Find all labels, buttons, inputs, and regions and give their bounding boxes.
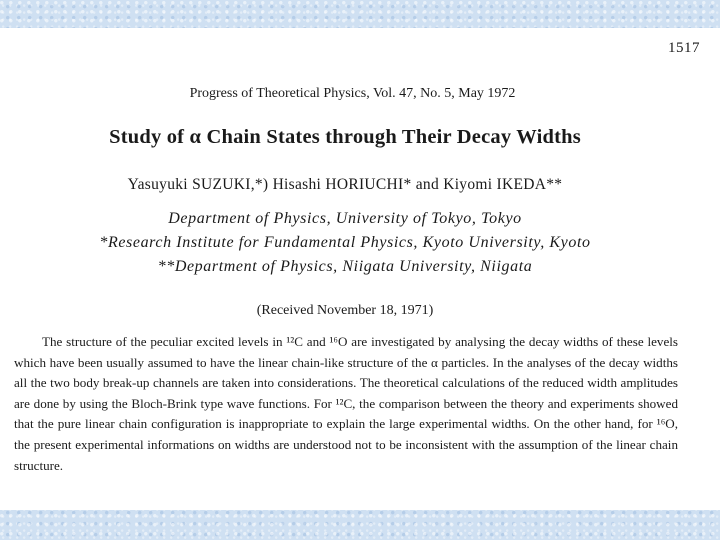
affiliation-niigata: **Department of Physics, Niigata University, Niigata — [157, 258, 533, 275]
affiliation-kyoto: *Research Institute for Fundamental Physics, Kyoto University, Kyoto — [99, 234, 591, 251]
page-number: 1517 — [668, 40, 700, 56]
journal-line: Progress of Theoretical Physics, Vol. 47, No. 5, May 1972 — [189, 86, 516, 101]
author-list: Yasuyuki SUZUKI,*) Hisashi HORIUCHI* and Kiyomi IKEDA** — [127, 176, 563, 193]
received-date: (Received November 18, 1971) — [256, 303, 434, 318]
affiliation-tokyo: Department of Physics, University of Tokyo, Tokyo — [168, 210, 522, 227]
abstract-text: The structure of the peculiar excited levels in ¹²C and ¹⁶O are investigated by analysing the decay widths of these levels which have been usually assumed to have the linear chain-like structure of the α particles. In the analyses of the decay widths all the two body break-up channels are taken into considerations. The theoretical calculations of the reduced width amplitudes are done by using the Bloch-Brink type wave functions. For ¹²C, the comparison between the theory and experiments showed that the pure linear chain configuration is inappropriate to explain the large experimental widths. On the other hand, for ¹⁶O, the present experimental informations on widths are understood not to be inconsistent with the assumption of the linear chain structure. — [14, 334, 678, 473]
paper-page — [0, 28, 720, 510]
paper-title: Study of α Chain States through Their Decay Widths — [109, 126, 581, 148]
